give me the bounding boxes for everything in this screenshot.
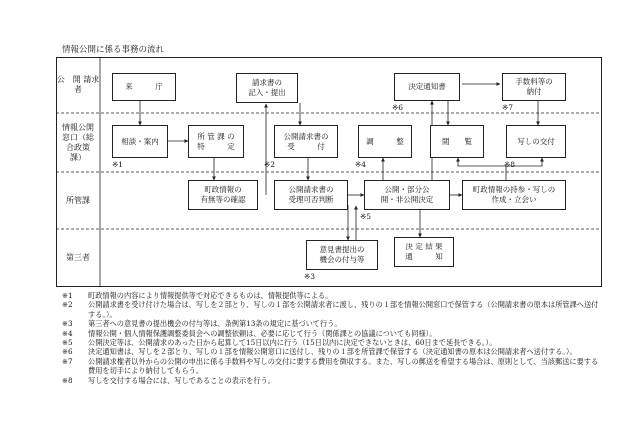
note-item: ※8 写しを交付する場合には、写しであることの表示を行う。 bbox=[62, 375, 275, 385]
box-request-review: 公開請求書の 受理可否判断 bbox=[274, 180, 348, 210]
lane-label-window: 情報公開 窓口（総 合政策 課） bbox=[62, 122, 94, 162]
note-item: ※3 第三者への意見書の提出機会の付与等は、条例第13条の規定に基づいて行う。 bbox=[62, 319, 342, 329]
box-requester-visit: 来 庁 bbox=[112, 73, 176, 101]
mark-4: ※4 bbox=[355, 160, 367, 169]
box-bring-copy: 町政情報の持参・写しの 作成・立会い bbox=[462, 180, 566, 210]
box-request-receive: 公開請求書の 受 付 bbox=[274, 125, 338, 158]
note-item: ※2 公開請求書を受け付けた場合は、写しを２部とり、写しの１部を公開請求者に渡し、残りの１部を情報公開窓口で保管する（公開請求書の原本は所管課へ送付する。）。 bbox=[62, 300, 599, 319]
mark-6: ※6 bbox=[392, 103, 404, 112]
note-item: ※1 町政情報の内容により情報提供等で対応できるものは、情報提供等による。 bbox=[62, 291, 333, 300]
box-decision-notice: 決定通知書 bbox=[394, 73, 460, 101]
mark-7: ※7 bbox=[502, 103, 514, 112]
lane-label-department: 所管課 bbox=[66, 195, 90, 205]
box-dept-identify: 所 管 課 の 特 定 bbox=[188, 125, 244, 158]
mark-5: ※5 bbox=[360, 212, 372, 221]
diagram-title: 情報公開に係る事務の流れ bbox=[62, 45, 165, 55]
mark-3: ※3 bbox=[304, 272, 316, 281]
lane-label-third-party: 第三者 bbox=[66, 253, 90, 262]
box-info-existence: 町政情報の 有無等の確認 bbox=[188, 180, 258, 210]
box-fee-payment: 手数料等の 納付 bbox=[502, 73, 566, 101]
box-opinion: 意見書提出の 機会の付与等 bbox=[306, 240, 378, 270]
lane-label-requester: 公 開 請求者 bbox=[56, 75, 100, 94]
box-view: 閲 覧 bbox=[430, 125, 484, 158]
note-item: ※5 公開決定等は、公開請求のあった日から起算して15日以内に行う（15日以内に決定できないときは、60日まで延長できる。）。 bbox=[62, 338, 497, 348]
mark-8: ※8 bbox=[504, 160, 516, 169]
box-copy-delivery: 写しの交付 bbox=[506, 125, 566, 158]
box-adjust: 調 整 bbox=[358, 125, 412, 158]
note-item: ※7 公開請求権者以外からの公開の申出に係る手数料や写しの交付に要する費用を徴収する。また、写しの郵送を希望する場合は、原則として、当該郵送に要する費用を切手により納付してもらう。 bbox=[62, 356, 599, 376]
box-result-notice: 決 定 結 果 通 知 bbox=[394, 237, 454, 267]
notes-list bbox=[62, 291, 602, 385]
box-decision: 公開・部分公 開・非公開決定 bbox=[364, 180, 450, 210]
mark-2: ※2 bbox=[264, 160, 276, 169]
mark-1: ※1 bbox=[112, 160, 124, 169]
box-consult-guide: 相談・案内 bbox=[112, 125, 168, 158]
note-item: ※6 決定通知書は、写しを２部とり、写しの１部を情報公開窓口に送付し、残りの１部を所管課で保管する（決定通知書の原本は公開請求者へ送付する。）。 bbox=[62, 347, 577, 357]
box-request-submit: 請求書の 記入・提出 bbox=[236, 73, 298, 103]
note-item: ※4 情報公開・個人情報保護調整委員会への調整依頼は、必要に応じて行う（関係課との協議についても同様）。 bbox=[62, 328, 437, 338]
